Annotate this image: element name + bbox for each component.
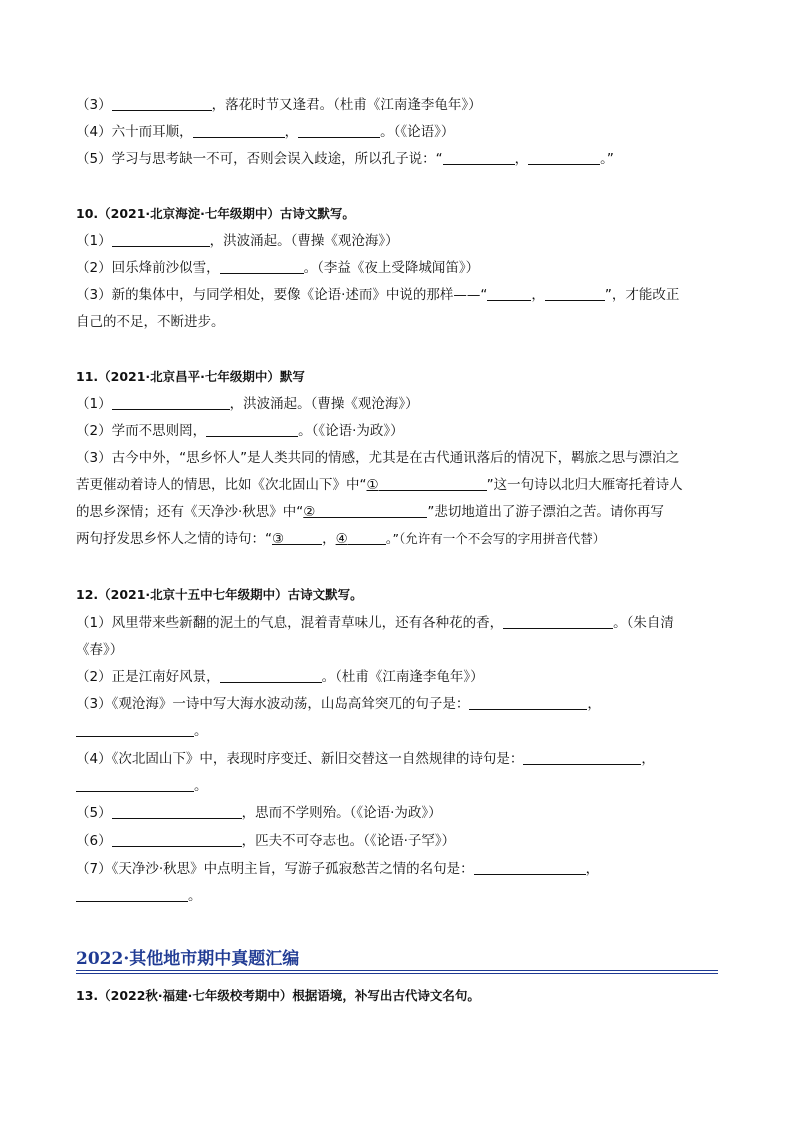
answer-blank[interactable] [76, 887, 188, 902]
q9-line-4: （4）六十而耳顺， ， 。（《论语》） [76, 124, 455, 140]
answer-blank[interactable] [76, 722, 194, 737]
answer-blank[interactable] [315, 503, 427, 518]
answer-blank[interactable] [443, 150, 515, 165]
answer-blank[interactable] [474, 860, 586, 875]
answer-blank[interactable] [206, 422, 298, 437]
q10-line-1: （1） ，洪波涌起。（曹操《观沧海》） [76, 233, 399, 249]
answer-blank[interactable] [112, 232, 210, 247]
answer-blank[interactable] [528, 150, 600, 165]
answer-blank[interactable] [298, 123, 380, 138]
blank-number: ② [303, 504, 316, 520]
answer-blank[interactable] [193, 123, 285, 138]
answer-blank[interactable] [220, 259, 304, 274]
q12-line-2: （2）正是江南好风景， 。（杜甫《江南逢李龟年》） [76, 669, 484, 685]
q11-title: 11.（2021·北京昌平·七年级期中）默写 [76, 369, 305, 384]
q10-line-3: （3）新的集体中，与同学相处，要像《论语·述而》中说的那样——“ ， ”，才能改正 [76, 287, 680, 303]
q11-line-2: （2）学而不思则罔， 。（《论语·为政》） [76, 423, 404, 439]
answer-blank[interactable] [112, 832, 242, 847]
answer-blank[interactable] [379, 476, 487, 491]
blank-number: ④ [335, 531, 348, 547]
q12-line-7-cont: 。 [76, 887, 724, 905]
q12-line-3-cont: 。 [76, 722, 724, 740]
q13-title: 13.（2022秋·福建·七年级校考期中）根据语境，补写出古代诗文名句。 [76, 988, 480, 1003]
q11-line-3b: 苦更催动着诗人的情思，比如《次北固山下》中“① ”这一句诗以北归大雁寄托着诗人 [76, 477, 683, 493]
q12-title: 12.（2021·北京十五中七年级期中）古诗文默写。 [76, 587, 363, 602]
q12-line-1-cont: 《春》） [76, 642, 124, 658]
section-divider [76, 973, 718, 974]
q12-line-1: （1）风里带来些新翻的泥土的气息，混着青草味儿，还有各种花的香， 。（朱自清 [76, 615, 674, 631]
q12-line-4: （4）《次北固山下》中，表现时序变迁、新旧交替这一自然规律的诗句是： ， [76, 751, 655, 767]
blank-number: ① [366, 477, 379, 493]
q12-line-3: （3）《观沧海》一诗中写大海水波动荡，山岛高耸突兀的句子是： ， [76, 696, 601, 712]
answer-blank[interactable] [348, 530, 386, 545]
answer-blank[interactable] [112, 395, 230, 410]
q12-line-5: （5） ，思而不学则殆。（《论语·为政》） [76, 805, 442, 821]
blank-number: ③ [272, 531, 285, 547]
answer-blank[interactable] [112, 804, 242, 819]
q11-line-1: （1） ，洪波涌起。（曹操《观沧海》） [76, 396, 419, 412]
q10-line-3-cont: 自己的不足，不断进步。 [76, 314, 225, 330]
q12-line-7: （7）《天净沙·秋思》中点明主旨，写游子孤寂愁苦之情的名句是： ， [76, 861, 600, 877]
q11-line-3c: 的思乡深情；还有《天净沙·秋思》中“② ”悲切地道出了游子漂泊之苦。请你再写 [76, 504, 664, 520]
answer-blank[interactable] [76, 777, 194, 792]
q12-line-6: （6） ，匹夫不可夺志也。（《论语·子罕》） [76, 833, 456, 849]
answer-blank[interactable] [469, 695, 587, 710]
answer-blank[interactable] [112, 96, 212, 111]
answer-blank[interactable] [523, 750, 641, 765]
q11-line-3d: 两句抒发思乡怀人之情的诗句：“③ ，④ 。”（允许有一个不会写的字用拼音代替） [76, 531, 606, 547]
q10-line-2: （2）回乐烽前沙似雪， 。（李益《夜上受降城闻笛》） [76, 260, 480, 276]
q9-line-3: （3） ，落花时节又逢君。（杜甫《江南逢李龟年》） [76, 97, 482, 113]
q12-line-4-cont: 。 [76, 777, 724, 795]
answer-blank[interactable] [503, 614, 613, 629]
answer-blank[interactable] [487, 286, 531, 301]
q9-line-5: （5）学习与思考缺一不可，否则会误入歧途，所以孔子说：“ ， 。” [76, 151, 614, 167]
q10-title: 10.（2021·北京海淀·七年级期中）古诗文默写。 [76, 206, 355, 221]
q11-line-3a: （3）古今中外，“思乡怀人”是人类共同的情感，尤其是在古代通讯落后的情况下，羁旅之思与漂泊之 [76, 450, 680, 466]
answer-blank[interactable] [220, 668, 322, 683]
answer-blank[interactable] [545, 286, 605, 301]
section-heading: 2022·其他地市期中真题汇编 [76, 948, 718, 971]
answer-blank[interactable] [284, 530, 322, 545]
